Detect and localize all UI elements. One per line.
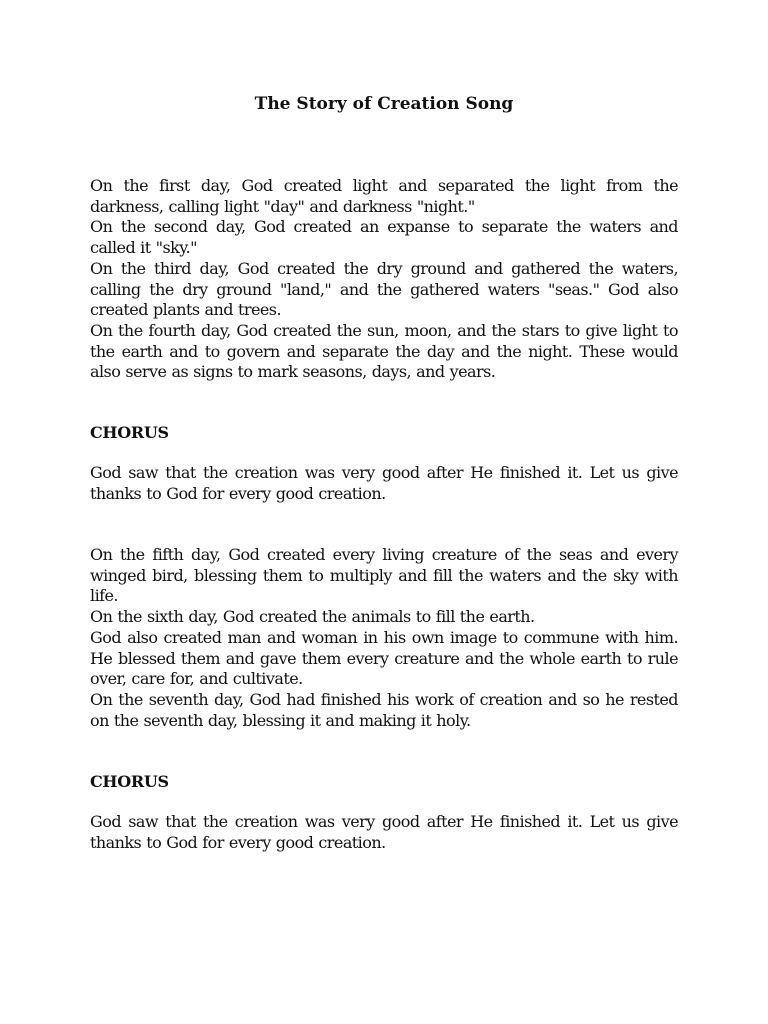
verse-line-day-7: On the seventh day, God had finished his work of creation and so he rested on the seventh day, blessing it and making it holy. bbox=[90, 689, 678, 730]
chorus-heading-2: CHORUS bbox=[90, 772, 169, 791]
verse-line-day-4: On the fourth day, God created the sun, moon, and the stars to give light to the earth and to govern and separate the day and the night. These would also serve as signs to mark seasons, days, and years. bbox=[90, 320, 678, 382]
verse-block-days-5-7 bbox=[90, 545, 678, 731]
verse-line-day-6: On the sixth day, God created the animals to fill the earth. bbox=[90, 607, 535, 627]
verse-block-days-1-4 bbox=[90, 176, 678, 383]
chorus-text-1: God saw that the creation was very good after He finished it. Let us give thanks to God for every good creation. bbox=[90, 463, 678, 503]
document-page bbox=[90, 0, 678, 1024]
verse-line-day-3: On the third day, God created the dry ground and gathered the waters, calling the dry ground "land," and the gathered waters "seas." God also created plants and trees. bbox=[90, 258, 678, 320]
chorus-heading-1: CHORUS bbox=[90, 423, 169, 442]
chorus-text-2: God saw that the creation was very good after He finished it. Let us give thanks to God for every good creation. bbox=[90, 812, 678, 852]
document-title: The Story of Creation Song bbox=[254, 94, 514, 114]
verse-line-man-and-woman: God also created man and woman in his own image to commune with him. He blessed them and gave them every creature and the whole earth to rule over, care for, and cultivate. bbox=[90, 627, 678, 689]
verse-line-day-5: On the fifth day, God created every living creature of the seas and every winged bird, blessing them to multiply and fill the waters and the sky with life. bbox=[90, 545, 678, 606]
verse-line-day-2: On the second day, God created an expanse to separate the waters and called it "sky." bbox=[90, 217, 678, 258]
verse-line-day-1: On the first day, God created light and separated the light from the darkness, calling light "day" and darkness "night." bbox=[90, 176, 678, 216]
